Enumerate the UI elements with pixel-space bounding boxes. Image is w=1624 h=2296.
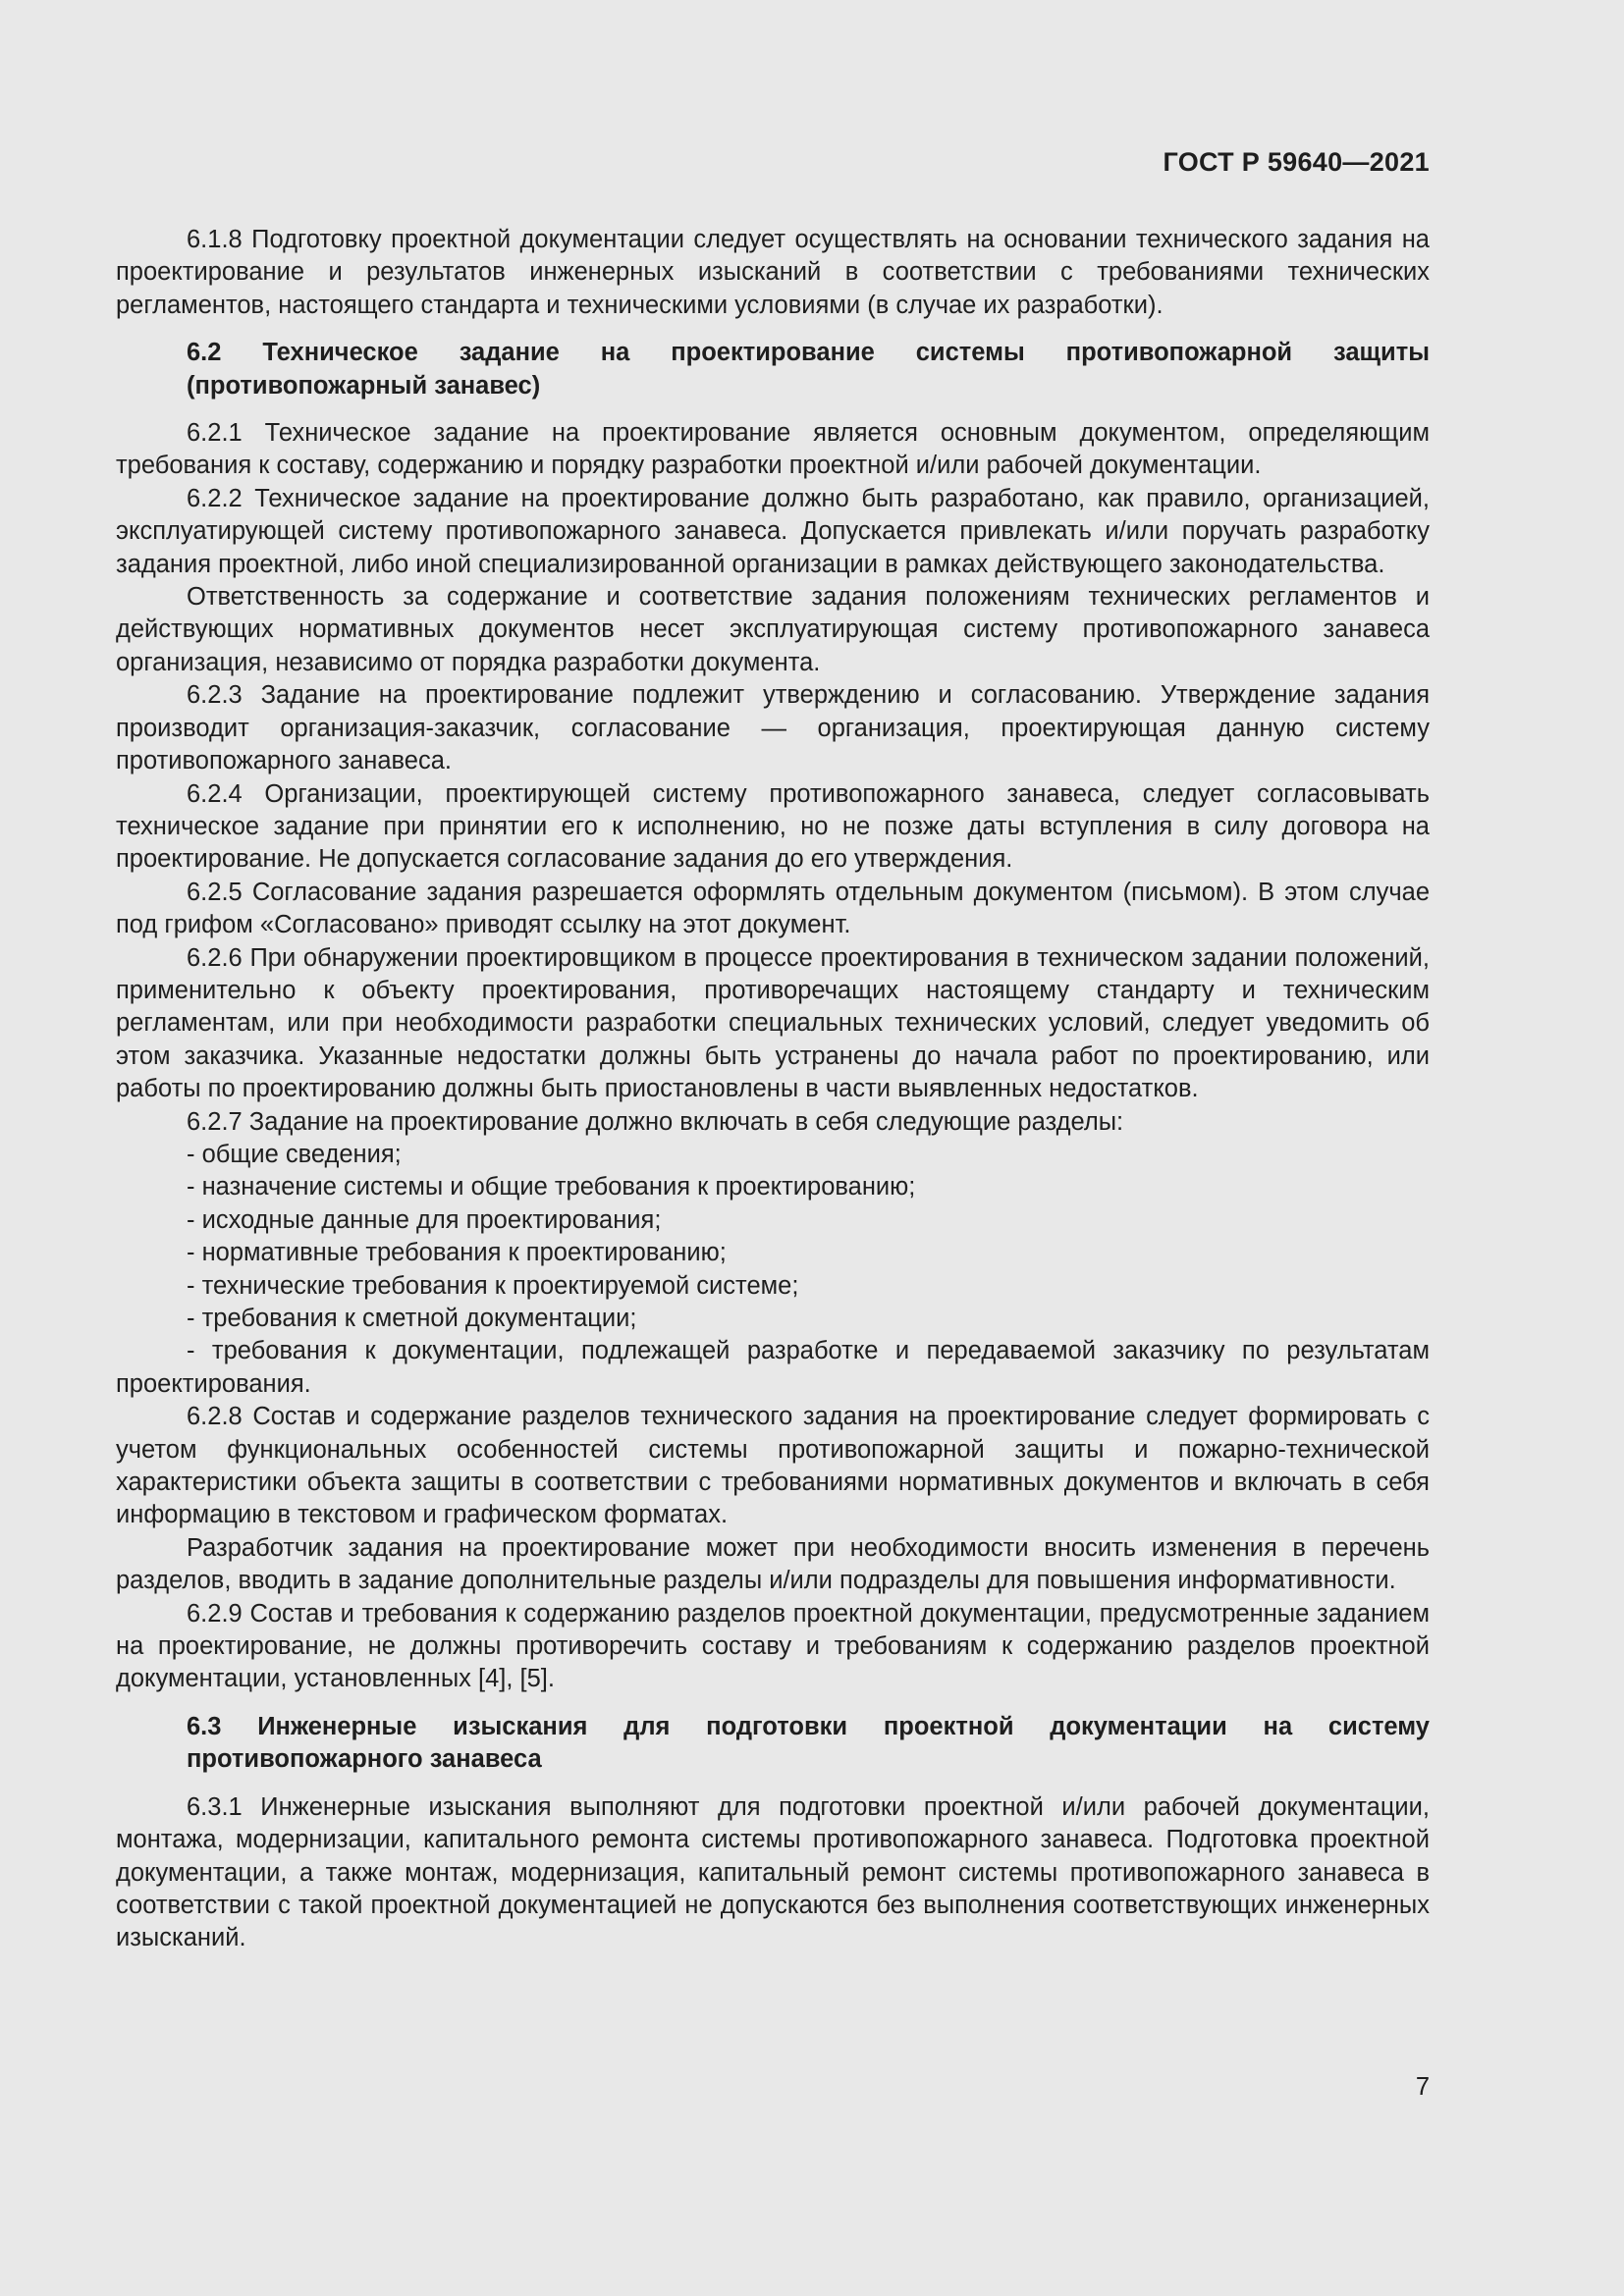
paragraph: 6.2.4 Организации, проектирующей систему противопожарного занавеса, следует согласовывать техническое задание при принятии его к исполнению, но не позже даты вступления в силу договора на проектирование. Не допускается согласование задания до его утверждения. [116,779,1430,874]
paragraph: 6.2.8 Состав и содержание разделов технического задания на проектирование следует формировать с учетом функциональных особенностей системы противопожарной защиты и пожарно-технической характеристики объекта защиты в соответствии с требованиями нормативных документов и включать в себя информацию в текстовом и графическом форматах. [116,1403,1430,1529]
list-item: - технические требования к проектируемой системе; [187,1271,799,1300]
section-heading: 6.3 Инженерные изыскания для подготовки проектной документации на систему противопожарного занавеса [187,1712,1430,1774]
list-item: - назначение системы и общие требования к проектированию; [187,1173,916,1201]
section-heading: 6.2 Техническое задание на проектирование системы противопожарной защиты (противопожарный занавес) [187,339,1430,400]
list-item: - исходные данные для проектирования; [187,1205,662,1234]
paragraph: 6.2.9 Состав и требования к содержанию разделов проектной документации, предусмотренные заданием на проектирование, не должны противоречить составу и требованиям к содержанию разделов проектной документации, установленных [4], [5]. [116,1599,1430,1693]
paragraph: Разработчик задания на проектирование может при необходимости вносить изменения в перечень разделов, вводить в задание дополнительные разделы и/или подразделы для повышения информативности. [116,1533,1430,1595]
paragraph: 6.3.1 Инженерные изыскания выполняют для подготовки проектной и/или рабочей документации, монтажа, модернизации, капитального ремонта системы противопожарного занавеса. Подготовка проектной документации, а также монтаж, модернизация, капитальный ремонт системы противопожарного занавеса в соответствии с такой проектной документацией не допускаются без выполнения соответствующих инженерных изысканий. [116,1792,1430,1952]
paragraph: 6.1.8 Подготовку проектной документации следует осуществлять на основании технического задания на проектирование и результатов инженерных изысканий в соответствии с требованиями технических регламентов, настоящего стандарта и техническими условиями (в случае их разработки). [116,226,1430,319]
paragraph: Ответственность за содержание и соответствие задания положениям технических регламентов и действующих нормативных документов несет эксплуатирующая систему противопожарного занавеса организация, независимо от порядка разработки документа. [116,583,1430,676]
document-body [116,224,1430,1955]
paragraph: 6.2.7 Задание на проектирование должно включать в себя следующие разделы: [187,1107,1124,1136]
list-item: - нормативные требования к проектированию; [187,1239,727,1267]
paragraph: 6.2.1 Техническое задание на проектирование является основным документом, определяющим требования к составу, содержанию и порядку разработки проектной и/или рабочей документации. [116,419,1430,480]
paragraph: 6.2.6 При обнаружении проектировщиком в процессе проектирования в техническом задании положений, применительно к объекту проектирования, противоречащих настоящему стандарту и техническим регламентам, или при необходимости разработки специальных технических условий, следует уведомить об этом заказчика. Указанные недостатки должны быть устранены до начала работ по проектированию, или работы по проектированию должны быть приостановлены в части выявленных недостатков. [116,943,1430,1103]
list-item: - требования к документации, подлежащей разработке и передаваемой заказчику по результатам проектирования. [116,1337,1430,1398]
list-item: - требования к сметной документации; [187,1305,637,1332]
paragraph: 6.2.3 Задание на проектирование подлежит утверждению и согласованию. Утверждение задания производит организация-заказчик, согласование — организация, проектирующая данную систему противопожарного занавеса. [116,681,1430,775]
paragraph: 6.2.2 Техническое задание на проектирование должно быть разработано, как правило, организацией, эксплуатирующей систему противопожарного занавеса. Допускается привлекать и/или поручать разработку задания проектной, либо иной специализированной организации в рамках действующего законодательства. [116,484,1430,578]
page-number: 7 [1415,2073,1430,2101]
list-item: - общие сведения; [187,1140,402,1168]
document-header: ГОСТ Р 59640—2021 [1163,147,1430,177]
paragraph: 6.2.5 Согласование задания разрешается оформлять отдельным документом (письмом). В этом случае под грифом «Согласовано» приводят ссылку на этот документ. [116,878,1430,939]
